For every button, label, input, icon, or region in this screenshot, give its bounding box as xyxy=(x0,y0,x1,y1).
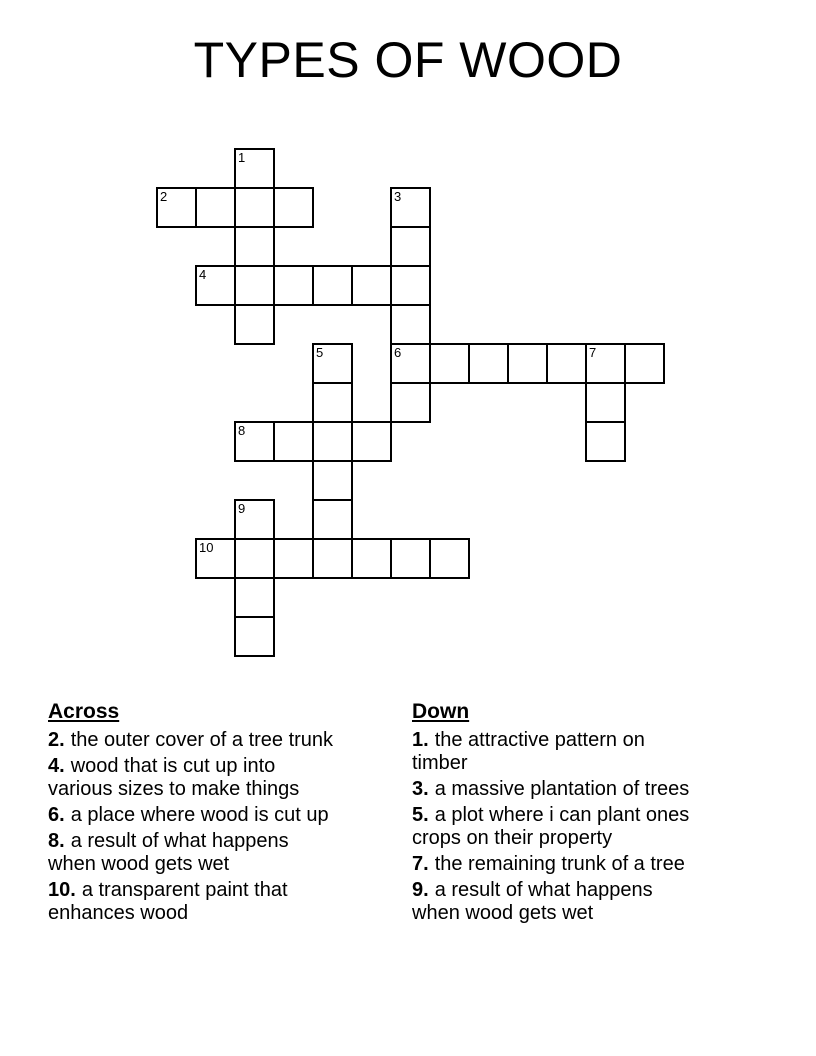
cell-number: 10 xyxy=(199,540,214,555)
clue-text: wood that is cut up into various sizes to make things xyxy=(48,755,300,800)
down-clues-section xyxy=(412,700,700,928)
clue-number: 7. xyxy=(412,853,429,875)
grid-cell[interactable] xyxy=(195,187,236,228)
clue-across-8 xyxy=(48,830,336,876)
clue-text: a result of what happens when wood gets wet xyxy=(48,830,289,875)
clue-number: 4. xyxy=(48,755,65,777)
cell-number: 5 xyxy=(316,345,324,360)
grid-cell[interactable] xyxy=(390,187,431,228)
clue-text: a result of what happens when wood gets wet xyxy=(412,879,653,924)
clue-down-5 xyxy=(412,804,700,850)
grid-cell[interactable] xyxy=(234,304,275,345)
cell-number: 9 xyxy=(238,501,246,516)
grid-cell[interactable] xyxy=(351,265,392,306)
grid-cell[interactable] xyxy=(429,343,470,384)
grid-cell[interactable] xyxy=(234,499,275,540)
cell-number: 3 xyxy=(394,189,402,204)
clue-number: 10. xyxy=(48,879,76,901)
clue-across-2 xyxy=(48,729,336,752)
cell-number: 2 xyxy=(160,189,168,204)
grid-cell[interactable] xyxy=(234,421,275,462)
grid-cell[interactable] xyxy=(585,421,626,462)
grid-cell[interactable] xyxy=(273,265,314,306)
grid-cell[interactable] xyxy=(351,421,392,462)
grid-cell[interactable] xyxy=(195,538,236,579)
clue-text: a plot where i can plant ones crops on their property xyxy=(412,804,690,849)
clue-text: a place where wood is cut up xyxy=(70,804,329,826)
grid-cell[interactable] xyxy=(312,382,353,423)
grid-cell[interactable] xyxy=(312,265,353,306)
cell-number: 8 xyxy=(238,423,246,438)
grid-cell[interactable] xyxy=(273,187,314,228)
grid-cell[interactable] xyxy=(507,343,548,384)
clue-text: a transparent paint that enhances wood xyxy=(48,879,288,924)
grid-cell[interactable] xyxy=(312,538,353,579)
clue-number: 9. xyxy=(412,879,429,901)
clue-text: the remaining trunk of a tree xyxy=(434,853,685,875)
clue-number: 5. xyxy=(412,804,429,826)
clue-text: the attractive pattern on timber xyxy=(412,729,645,774)
cell-number: 6 xyxy=(394,345,402,360)
grid-cell[interactable] xyxy=(312,421,353,462)
cell-number: 1 xyxy=(238,150,246,165)
grid-cell[interactable] xyxy=(234,616,275,657)
grid-cell[interactable] xyxy=(234,577,275,618)
clue-down-9 xyxy=(412,879,700,925)
cell-number: 7 xyxy=(589,345,597,360)
grid-cell[interactable] xyxy=(390,265,431,306)
grid-cell[interactable] xyxy=(156,187,197,228)
grid-cell[interactable] xyxy=(273,421,314,462)
grid-cell[interactable] xyxy=(546,343,587,384)
clue-across-10 xyxy=(48,879,336,925)
grid-cell[interactable] xyxy=(234,265,275,306)
grid-cell[interactable] xyxy=(195,265,236,306)
page-title: TYPES OF WOOD xyxy=(193,32,623,88)
grid-cell[interactable] xyxy=(312,343,353,384)
grid-cell[interactable] xyxy=(624,343,665,384)
clue-text: the outer cover of a tree trunk xyxy=(70,729,334,751)
grid-cell[interactable] xyxy=(429,538,470,579)
grid-cell[interactable] xyxy=(390,226,431,267)
clue-number: 1. xyxy=(412,729,429,751)
grid-cell[interactable] xyxy=(390,382,431,423)
grid-cell[interactable] xyxy=(234,148,275,189)
grid-cell[interactable] xyxy=(234,187,275,228)
across-clues-section xyxy=(48,700,336,928)
clue-number: 8. xyxy=(48,830,65,852)
grid-cell[interactable] xyxy=(351,538,392,579)
grid-cell[interactable] xyxy=(273,538,314,579)
clue-number: 3. xyxy=(412,778,429,800)
down-heading: Down xyxy=(412,700,470,723)
clue-across-6 xyxy=(48,804,336,827)
clue-number: 2. xyxy=(48,729,65,751)
grid-cell[interactable] xyxy=(234,538,275,579)
clue-number: 6. xyxy=(48,804,65,826)
grid-cell[interactable] xyxy=(585,382,626,423)
grid-cell[interactable] xyxy=(468,343,509,384)
grid-cell[interactable] xyxy=(390,343,431,384)
grid-cell[interactable] xyxy=(312,460,353,501)
grid-cell[interactable] xyxy=(390,304,431,345)
grid-cell[interactable] xyxy=(585,343,626,384)
grid-cell[interactable] xyxy=(390,538,431,579)
grid-cell[interactable] xyxy=(234,226,275,267)
clue-text: a massive plantation of trees xyxy=(434,778,690,800)
grid-cell[interactable] xyxy=(312,499,353,540)
clue-across-4 xyxy=(48,755,336,801)
cell-number: 4 xyxy=(199,267,207,282)
clue-down-1 xyxy=(412,729,700,775)
clue-down-7 xyxy=(412,853,700,876)
across-heading: Across xyxy=(48,700,120,723)
clue-down-3 xyxy=(412,778,700,801)
